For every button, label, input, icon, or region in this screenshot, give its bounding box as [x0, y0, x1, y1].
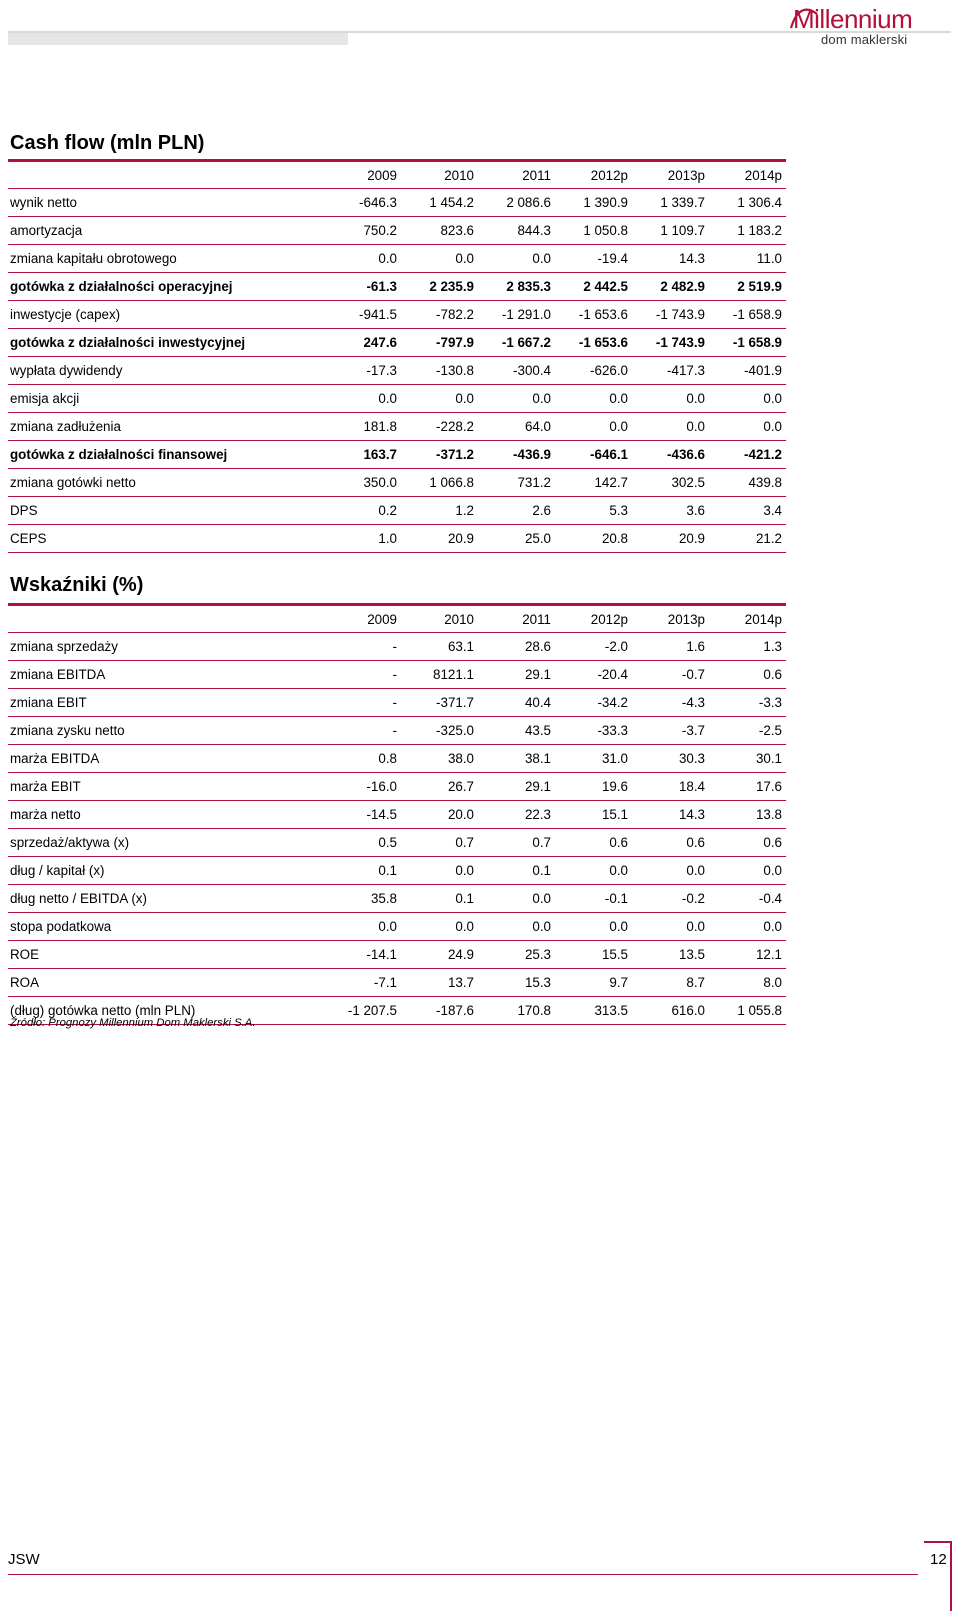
row-label: gotówka z działalności finansowej: [10, 447, 228, 462]
row-label: gotówka z działalności operacyjnej: [10, 279, 233, 294]
value-cell: 0.0: [763, 863, 782, 878]
value-cell: -646.1: [590, 447, 628, 462]
row-label: zmiana EBIT: [10, 695, 87, 710]
value-cell: 0.0: [686, 919, 705, 934]
value-cell: 0.8: [378, 751, 397, 766]
value-cell: -941.5: [359, 307, 397, 322]
value-cell: 0.0: [455, 919, 474, 934]
value-cell: 15.1: [601, 807, 628, 822]
table-row: [8, 857, 786, 885]
table-row: [8, 941, 786, 969]
value-cell: -20.4: [597, 667, 628, 682]
value-cell: -: [392, 667, 397, 682]
value-cell: 15.3: [524, 975, 551, 990]
value-cell: -626.0: [590, 363, 628, 378]
value-cell: -0.7: [681, 667, 705, 682]
value-cell: -33.3: [597, 723, 628, 738]
value-cell: 3.6: [686, 503, 705, 518]
value-cell: 20.9: [678, 531, 705, 546]
value-cell: 1 183.2: [737, 223, 782, 238]
value-cell: -417.3: [667, 363, 705, 378]
row-label: zmiana EBITDA: [10, 667, 106, 682]
value-cell: 25.0: [524, 531, 551, 546]
value-cell: 0.0: [378, 251, 397, 266]
row-label: dług netto / EBITDA (x): [10, 891, 147, 906]
value-cell: -436.6: [667, 447, 705, 462]
value-cell: 0.7: [455, 835, 474, 850]
year-header: 2009: [367, 611, 397, 627]
value-cell: -7.1: [373, 975, 397, 990]
value-cell: 0.0: [609, 919, 628, 934]
table-row: [8, 745, 786, 773]
year-header: 2011: [522, 611, 551, 627]
value-cell: 0.0: [455, 863, 474, 878]
table-row: [8, 413, 786, 441]
table-row: [8, 633, 786, 661]
value-cell: 13.5: [678, 947, 705, 962]
value-cell: 30.1: [755, 751, 782, 766]
table-header-row: [8, 605, 786, 633]
row-label: ROA: [10, 975, 40, 990]
value-cell: -61.3: [366, 279, 397, 294]
value-cell: -3.7: [681, 723, 705, 738]
value-cell: -401.9: [744, 363, 782, 378]
page-number: 12: [930, 1551, 947, 1568]
value-cell: 0.0: [763, 391, 782, 406]
year-header: 2012p: [590, 611, 628, 627]
value-cell: -646.3: [359, 195, 397, 210]
value-cell: 35.8: [370, 891, 397, 906]
footer-vertical-rule: [950, 1541, 952, 1611]
value-cell: -187.6: [436, 1003, 474, 1018]
row-label: sprzedaż/aktywa (x): [10, 835, 130, 850]
value-cell: 0.0: [378, 919, 397, 934]
year-header: 2014p: [744, 167, 782, 183]
value-cell: 1 050.8: [583, 223, 628, 238]
table-row: [8, 301, 786, 329]
value-cell: 43.5: [524, 723, 551, 738]
value-cell: -130.8: [436, 363, 474, 378]
row-label: zmiana zysku netto: [10, 723, 125, 738]
value-cell: 439.8: [748, 475, 782, 490]
value-cell: 0.1: [378, 863, 397, 878]
value-cell: 0.0: [686, 863, 705, 878]
row-label: inwestycje (capex): [10, 307, 121, 322]
value-cell: 1 390.9: [583, 195, 628, 210]
value-cell: 20.0: [447, 807, 474, 822]
value-cell: 29.1: [524, 779, 551, 794]
value-cell: 0.0: [686, 419, 705, 434]
value-cell: -17.3: [366, 363, 397, 378]
value-cell: 0.6: [763, 667, 782, 682]
row-label: DPS: [10, 503, 38, 518]
value-cell: 0.0: [763, 419, 782, 434]
value-cell: 28.6: [524, 639, 551, 654]
value-cell: 0.0: [532, 891, 551, 906]
value-cell: 1 109.7: [660, 223, 705, 238]
value-cell: 2 482.9: [660, 279, 705, 294]
year-header: 2013p: [667, 611, 705, 627]
table-row: [8, 773, 786, 801]
value-cell: 302.5: [671, 475, 705, 490]
value-cell: 21.2: [755, 531, 782, 546]
value-cell: 1.2: [455, 503, 474, 518]
footer-rule: [8, 1574, 918, 1575]
value-cell: 1 055.8: [737, 1003, 782, 1018]
value-cell: 12.1: [755, 947, 782, 962]
footer-company: JSW: [8, 1551, 40, 1568]
value-cell: 1.3: [763, 639, 782, 654]
value-cell: 0.0: [532, 391, 551, 406]
value-cell: 1.6: [686, 639, 705, 654]
value-cell: -14.5: [366, 807, 397, 822]
value-cell: -2.5: [758, 723, 782, 738]
value-cell: -4.3: [681, 695, 705, 710]
value-cell: 844.3: [517, 223, 551, 238]
value-cell: 2 835.3: [506, 279, 551, 294]
value-cell: 2 235.9: [429, 279, 474, 294]
value-cell: -14.1: [366, 947, 397, 962]
year-header: 2013p: [667, 167, 705, 183]
table-row: [8, 885, 786, 913]
value-cell: 13.8: [755, 807, 782, 822]
table-row: [8, 969, 786, 997]
value-cell: 40.4: [524, 695, 551, 710]
value-cell: 0.6: [686, 835, 705, 850]
table-row: [8, 829, 786, 857]
value-cell: 181.8: [363, 419, 397, 434]
row-label: zmiana kapitału obrotowego: [10, 251, 177, 266]
table-header-row: [8, 161, 786, 189]
row-label: marża EBIT: [10, 779, 81, 794]
table-row: [8, 525, 786, 553]
table-row: [8, 245, 786, 273]
header-grey-band: [8, 33, 348, 45]
ratios-table: [8, 603, 786, 1025]
value-cell: 1 339.7: [660, 195, 705, 210]
value-cell: 0.0: [455, 391, 474, 406]
value-cell: 14.3: [678, 251, 705, 266]
value-cell: 38.0: [447, 751, 474, 766]
table-row: [8, 717, 786, 745]
table-row: [8, 357, 786, 385]
value-cell: 0.5: [378, 835, 397, 850]
value-cell: 8.7: [686, 975, 705, 990]
value-cell: 313.5: [594, 1003, 628, 1018]
value-cell: -0.2: [681, 891, 705, 906]
value-cell: -782.2: [436, 307, 474, 322]
value-cell: 2 086.6: [506, 195, 551, 210]
year-header: 2014p: [744, 611, 782, 627]
value-cell: 1.0: [378, 531, 397, 546]
year-header: 2010: [444, 611, 474, 627]
cash-flow-title: Cash flow (mln PLN): [10, 132, 205, 154]
value-cell: 350.0: [363, 475, 397, 490]
row-label: zmiana zadłużenia: [10, 419, 121, 434]
row-label: zmiana sprzedaży: [10, 639, 118, 654]
value-cell: 3.4: [763, 503, 782, 518]
value-cell: 20.8: [601, 531, 628, 546]
value-cell: -436.9: [513, 447, 551, 462]
table-row: [8, 913, 786, 941]
source-note: Źródło: Prognozy Millennium Dom Maklerski S.A.: [10, 1017, 256, 1029]
value-cell: 18.4: [678, 779, 705, 794]
value-cell: 31.0: [601, 751, 628, 766]
value-cell: 823.6: [440, 223, 474, 238]
value-cell: 30.3: [678, 751, 705, 766]
value-cell: 0.0: [532, 251, 551, 266]
value-cell: 26.7: [447, 779, 474, 794]
table-row: [8, 469, 786, 497]
value-cell: -228.2: [436, 419, 474, 434]
row-label: wypłata dywidendy: [10, 363, 123, 378]
millennium-logo: [787, 4, 947, 48]
value-cell: 0.1: [455, 891, 474, 906]
year-header: 2009: [367, 167, 397, 183]
value-cell: 0.1: [532, 863, 551, 878]
value-cell: 1 066.8: [429, 475, 474, 490]
value-cell: 8.0: [763, 975, 782, 990]
value-cell: -421.2: [744, 447, 782, 462]
cash-flow-table: [8, 159, 786, 553]
table-row: [8, 385, 786, 413]
value-cell: -: [392, 695, 397, 710]
row-label: wynik netto: [10, 195, 77, 210]
value-cell: 9.7: [609, 975, 628, 990]
value-cell: -797.9: [436, 335, 474, 350]
year-header: 2011: [522, 167, 551, 183]
row-label: CEPS: [10, 531, 47, 546]
value-cell: 163.7: [363, 447, 397, 462]
value-cell: -2.0: [604, 639, 628, 654]
value-cell: 5.3: [609, 503, 628, 518]
value-cell: 8121.1: [433, 667, 474, 682]
value-cell: 0.0: [532, 919, 551, 934]
value-cell: 24.9: [447, 947, 474, 962]
value-cell: 731.2: [517, 475, 551, 490]
value-cell: 0.0: [609, 419, 628, 434]
value-cell: 247.6: [363, 335, 397, 350]
value-cell: 2.6: [532, 503, 551, 518]
value-cell: 0.0: [609, 863, 628, 878]
value-cell: 63.1: [447, 639, 474, 654]
row-label: marża EBITDA: [10, 751, 100, 766]
value-cell: 0.0: [378, 391, 397, 406]
value-cell: 0.0: [686, 391, 705, 406]
value-cell: 22.3: [524, 807, 551, 822]
value-cell: -1 743.9: [655, 335, 705, 350]
value-cell: 17.6: [755, 779, 782, 794]
value-cell: 25.3: [524, 947, 551, 962]
value-cell: -371.7: [436, 695, 474, 710]
header-label-cell: [8, 605, 324, 633]
row-label: zmiana gotówki netto: [10, 475, 136, 490]
value-cell: 0.6: [609, 835, 628, 850]
value-cell: 1 454.2: [429, 195, 474, 210]
table-row: [8, 497, 786, 525]
row-label: marża netto: [10, 807, 81, 822]
table-row: [8, 189, 786, 217]
logo-text: Millennium: [793, 4, 913, 34]
row-label: ROE: [10, 947, 40, 962]
value-cell: -34.2: [597, 695, 628, 710]
value-cell: -0.4: [758, 891, 782, 906]
value-cell: 2 519.9: [737, 279, 782, 294]
footer-rule-right: [924, 1541, 951, 1543]
table-row: [8, 217, 786, 245]
value-cell: -: [392, 639, 397, 654]
table-row: [8, 329, 786, 357]
value-cell: -1 658.9: [732, 307, 782, 322]
value-cell: -1 207.5: [347, 1003, 397, 1018]
year-header: 2010: [444, 167, 474, 183]
value-cell: 142.7: [594, 475, 628, 490]
row-label: dług / kapitał (x): [10, 863, 105, 878]
value-cell: 0.2: [378, 503, 397, 518]
value-cell: -16.0: [366, 779, 397, 794]
value-cell: -0.1: [604, 891, 628, 906]
value-cell: 0.0: [455, 251, 474, 266]
value-cell: 29.1: [524, 667, 551, 682]
value-cell: 0.0: [609, 391, 628, 406]
value-cell: -1 743.9: [655, 307, 705, 322]
value-cell: 1 306.4: [737, 195, 782, 210]
value-cell: -300.4: [513, 363, 551, 378]
value-cell: 19.6: [601, 779, 628, 794]
value-cell: 20.9: [447, 531, 474, 546]
value-cell: -1 658.9: [732, 335, 782, 350]
value-cell: 11.0: [756, 251, 782, 266]
value-cell: -371.2: [436, 447, 474, 462]
value-cell: -: [392, 723, 397, 738]
row-label: emisja akcji: [10, 391, 80, 406]
row-label: stopa podatkowa: [10, 919, 112, 934]
table-row: [8, 441, 786, 469]
value-cell: 0.6: [763, 835, 782, 850]
value-cell: 2 442.5: [583, 279, 628, 294]
row-label: (dług) gotówka netto (mln PLN): [10, 1003, 196, 1018]
value-cell: -1 653.6: [578, 335, 628, 350]
value-cell: 0.0: [763, 919, 782, 934]
table-row: [8, 689, 786, 717]
row-label: gotówka z działalności inwestycyjnej: [10, 335, 246, 350]
value-cell: 750.2: [363, 223, 397, 238]
value-cell: 616.0: [671, 1003, 705, 1018]
row-label: amortyzacja: [10, 223, 83, 238]
table-row: [8, 273, 786, 301]
value-cell: 64.0: [524, 419, 551, 434]
ratios-title: Wskaźniki (%): [10, 574, 144, 596]
value-cell: -1 291.0: [501, 307, 551, 322]
year-header: 2012p: [590, 167, 628, 183]
value-cell: 13.7: [447, 975, 474, 990]
table-row: [8, 801, 786, 829]
value-cell: 0.7: [532, 835, 551, 850]
header-label-cell: [8, 161, 324, 189]
value-cell: 38.1: [524, 751, 551, 766]
value-cell: 170.8: [517, 1003, 551, 1018]
value-cell: -325.0: [436, 723, 474, 738]
value-cell: 14.3: [678, 807, 705, 822]
value-cell: -1 667.2: [501, 335, 551, 350]
value-cell: -3.3: [758, 695, 782, 710]
value-cell: -19.4: [597, 251, 628, 266]
logo-subtext: dom maklerski: [821, 32, 908, 47]
table-row: [8, 661, 786, 689]
value-cell: -1 653.6: [578, 307, 628, 322]
value-cell: 15.5: [601, 947, 628, 962]
